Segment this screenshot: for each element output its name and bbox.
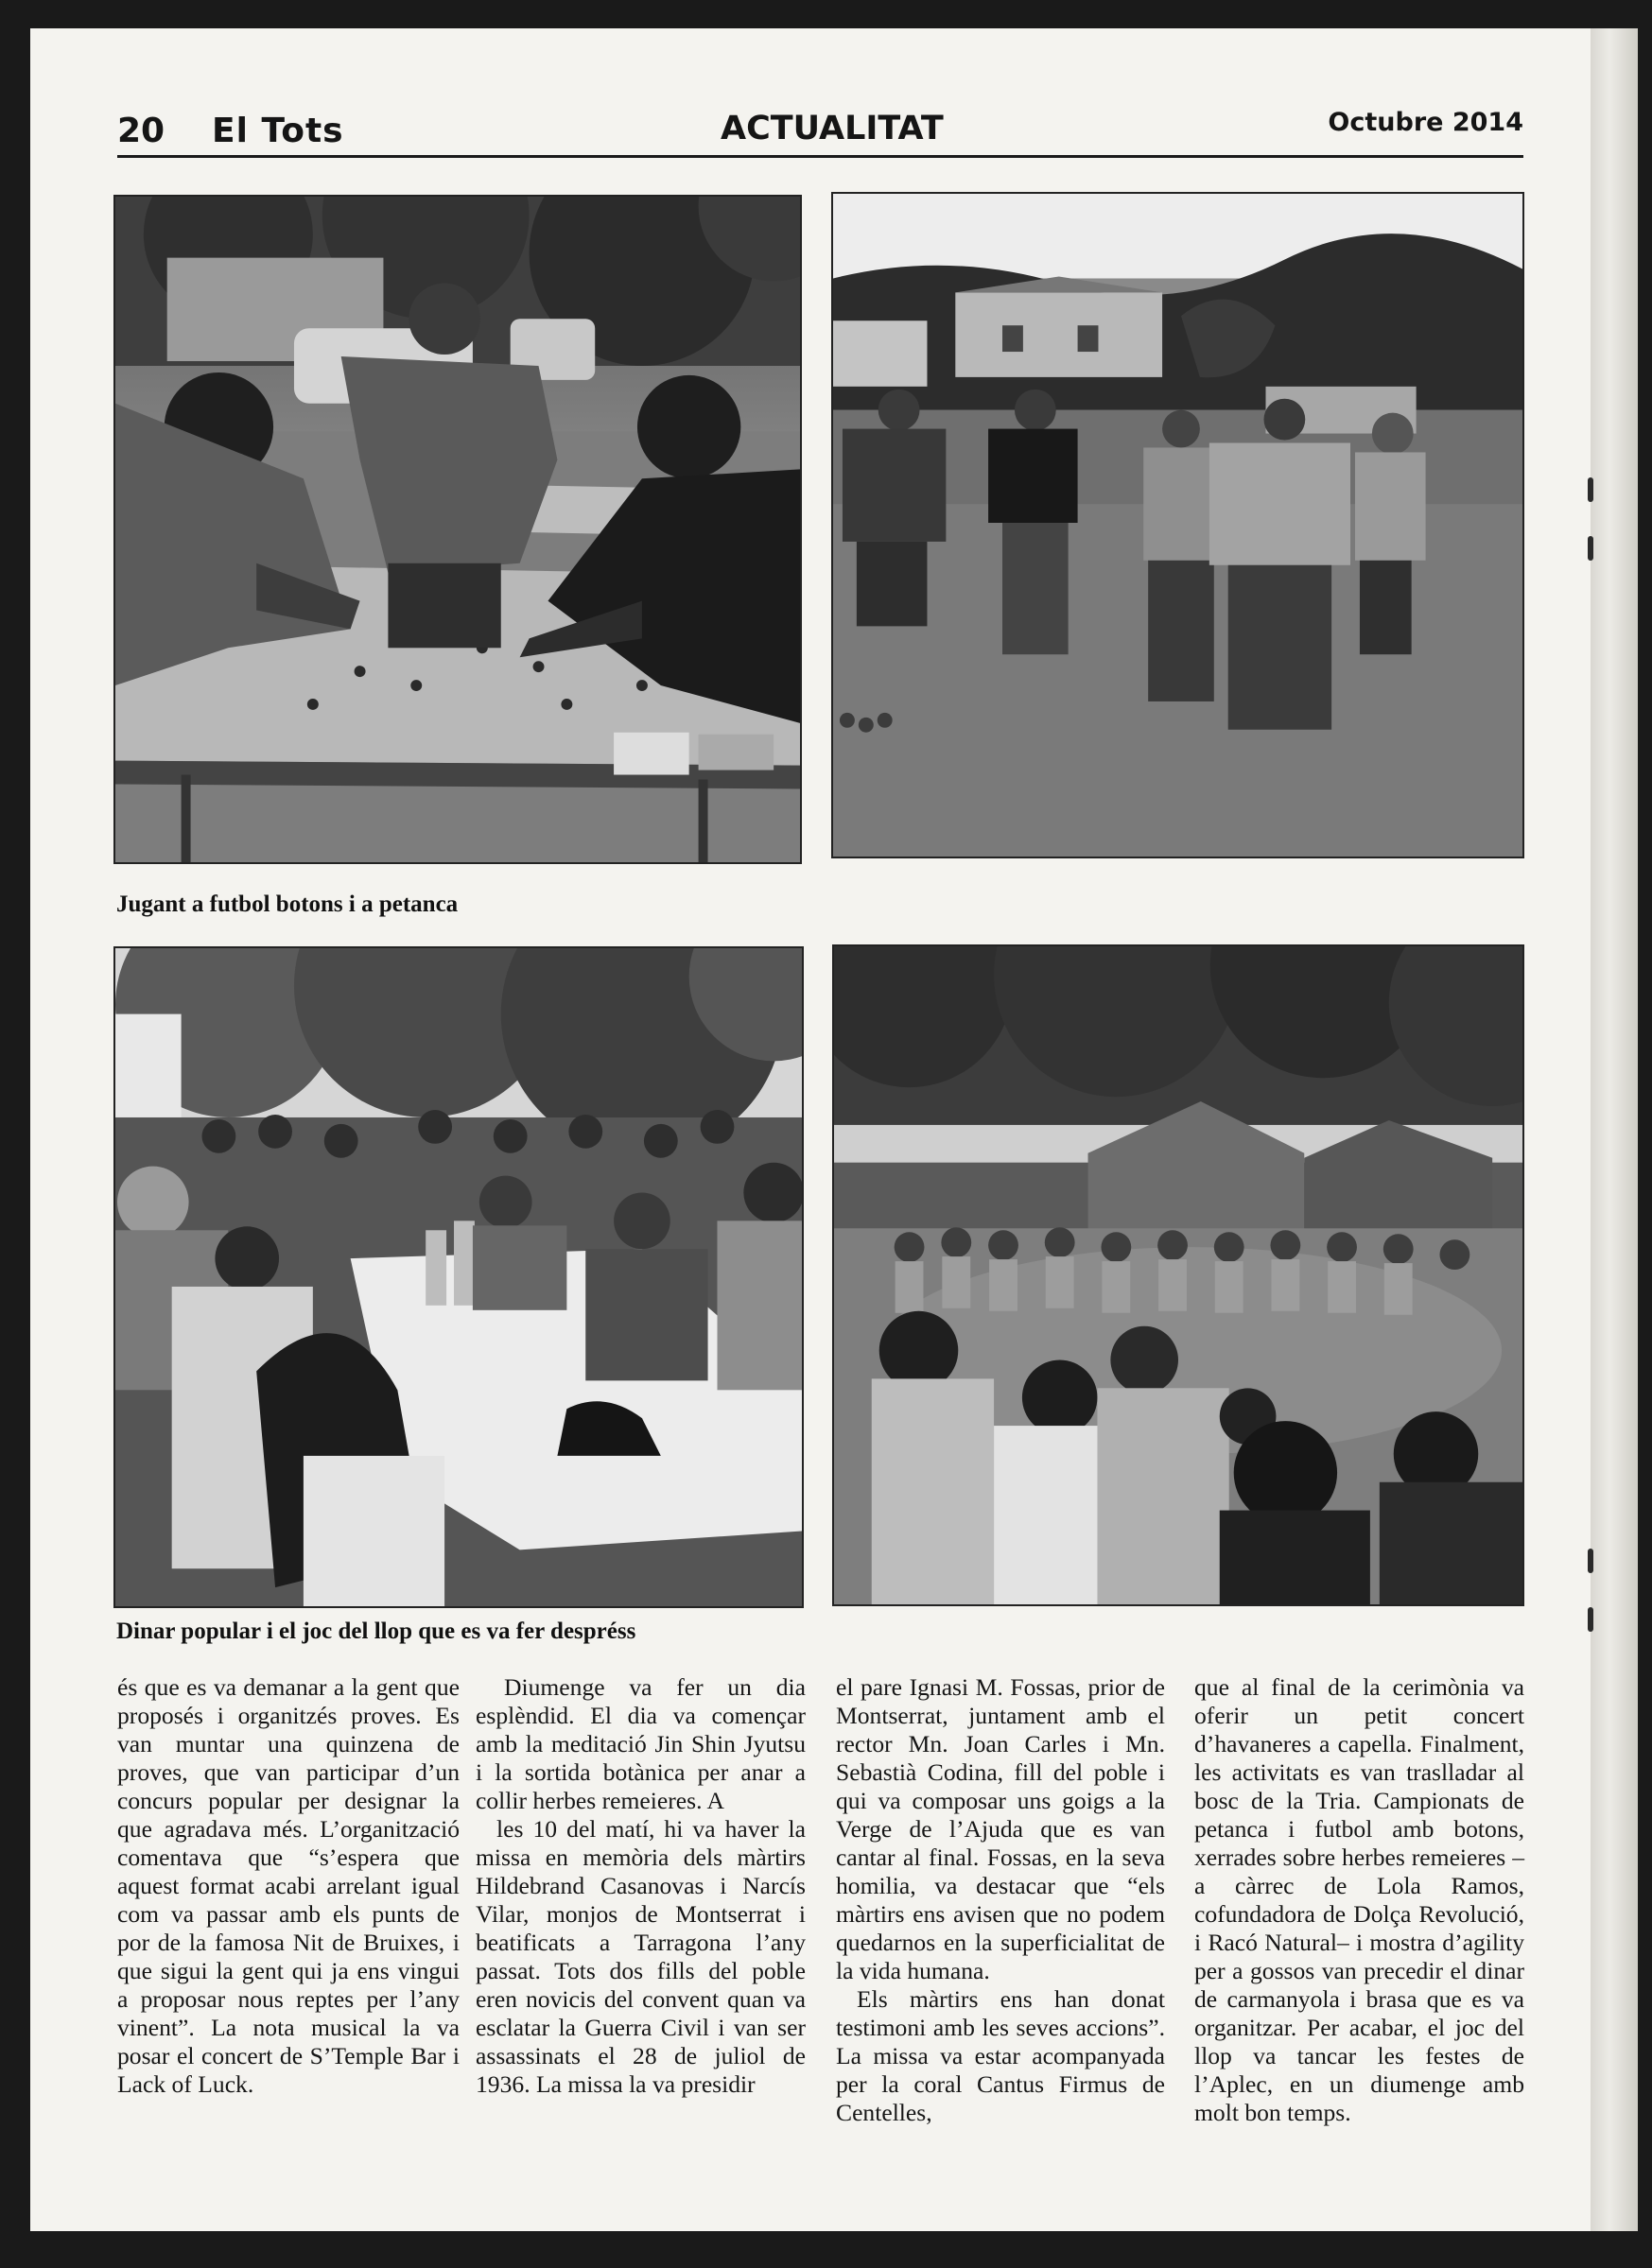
photo-caption: Jugant a futbol botons i a petanca: [116, 892, 459, 917]
photo-caption: Dinar popular i el joc del llop que es va fer despréss: [116, 1619, 636, 1644]
paragraph: Diumenge va fer un dia esplèndid. El dia va començar amb la meditació Jin Shin Jyutsu i la sortida botànica per anar a collir herbes remeieres. A: [476, 1673, 806, 1814]
paragraph: Els màrtirs ens han donat testimoni amb les seves accions”. La missa va estar acompanyada per la coral Cantus Firmus de Centelles,: [836, 1985, 1165, 2126]
photo-petanca: [831, 192, 1524, 858]
paragraph: les 10 del matí, hi va haver la missa en memòria dels màrtirs Hildebrand Casanovas i Narcís Vilar, monjos de Montserrat i beatificats a Tarragona l’any passat. Tots dos fills del poble eren novicis del convent quan va esclatar la Guerra Civil i van ser assassinats el 28 de juliol de 1936. La missa la va presidir: [476, 1815, 806, 2098]
article-column: [117, 1673, 460, 2099]
photo-dinar-popular: [113, 946, 804, 1608]
paragraph: és que es va demanar a la gent que proposés i organitzés proves. Es van muntar una quinzena de proves, que van participar d’un concurs popular per designar la que agradava més. L’organització comentava que “s’espera que aquest format acabi arrelant igual com va passar amb els punts de por de la famosa Nit de Bruixes, i que sigui la gent qui ja ens vingui a proposar nous reptes per l’any vinent”. La nota musical la va posar el concert de S’Temple Bar i Lack of Luck.: [117, 1673, 460, 2098]
issue-date: Octubre 2014: [1328, 108, 1523, 137]
article-column: [1194, 1673, 1524, 2127]
photo-futbol-botons: [113, 195, 802, 864]
article-column: [836, 1673, 1165, 2127]
next-page-edge: [1591, 28, 1638, 2231]
binding-staple: [1588, 1549, 1593, 1573]
photo-joc-del-llop: [832, 944, 1524, 1606]
publication-title: El Tots: [212, 112, 344, 150]
header-divider: [117, 155, 1523, 158]
article-column: [476, 1673, 806, 2099]
binding-staple: [1588, 536, 1593, 561]
page-header: [117, 106, 1523, 161]
binding-staple: [1588, 1607, 1593, 1632]
paragraph: que al final de la cerimònia va oferir un petit concert d’havaneres a capella. Finalment, les activitats es van traslladar al bosc de la Tria. Campionats de petanca i futbol amb botons, xerrades sobre herbes remeieres –a càrrec de Lola Ramos, cofundadora de Dolça Revolució, i Racó Natural– i mostra d’agility per a gossos van precedir el dinar de carmanyola i brasa que es va organitzar. Per acabar, el joc del llop va tancar les festes de l’Aplec, en un diumenge amb molt bon temps.: [1194, 1673, 1524, 2126]
paragraph: el pare Ignasi M. Fossas, prior de Montserrat, juntament amb el rector Mn. Joan Carles i Mn. Sebastià Codina, fill del poble i qui va composar uns goigs a la Verge de l’Ajuda que es van cantar al final. Fossas, en la seva homilia, va destacar que “els màrtirs ens avisen que no podem quedarnos en la superficialitat de la vida humana.: [836, 1673, 1165, 1984]
binding-staple: [1588, 477, 1593, 502]
section-title: ACTUALITAT: [721, 110, 944, 147]
page-number: 20: [117, 112, 165, 150]
